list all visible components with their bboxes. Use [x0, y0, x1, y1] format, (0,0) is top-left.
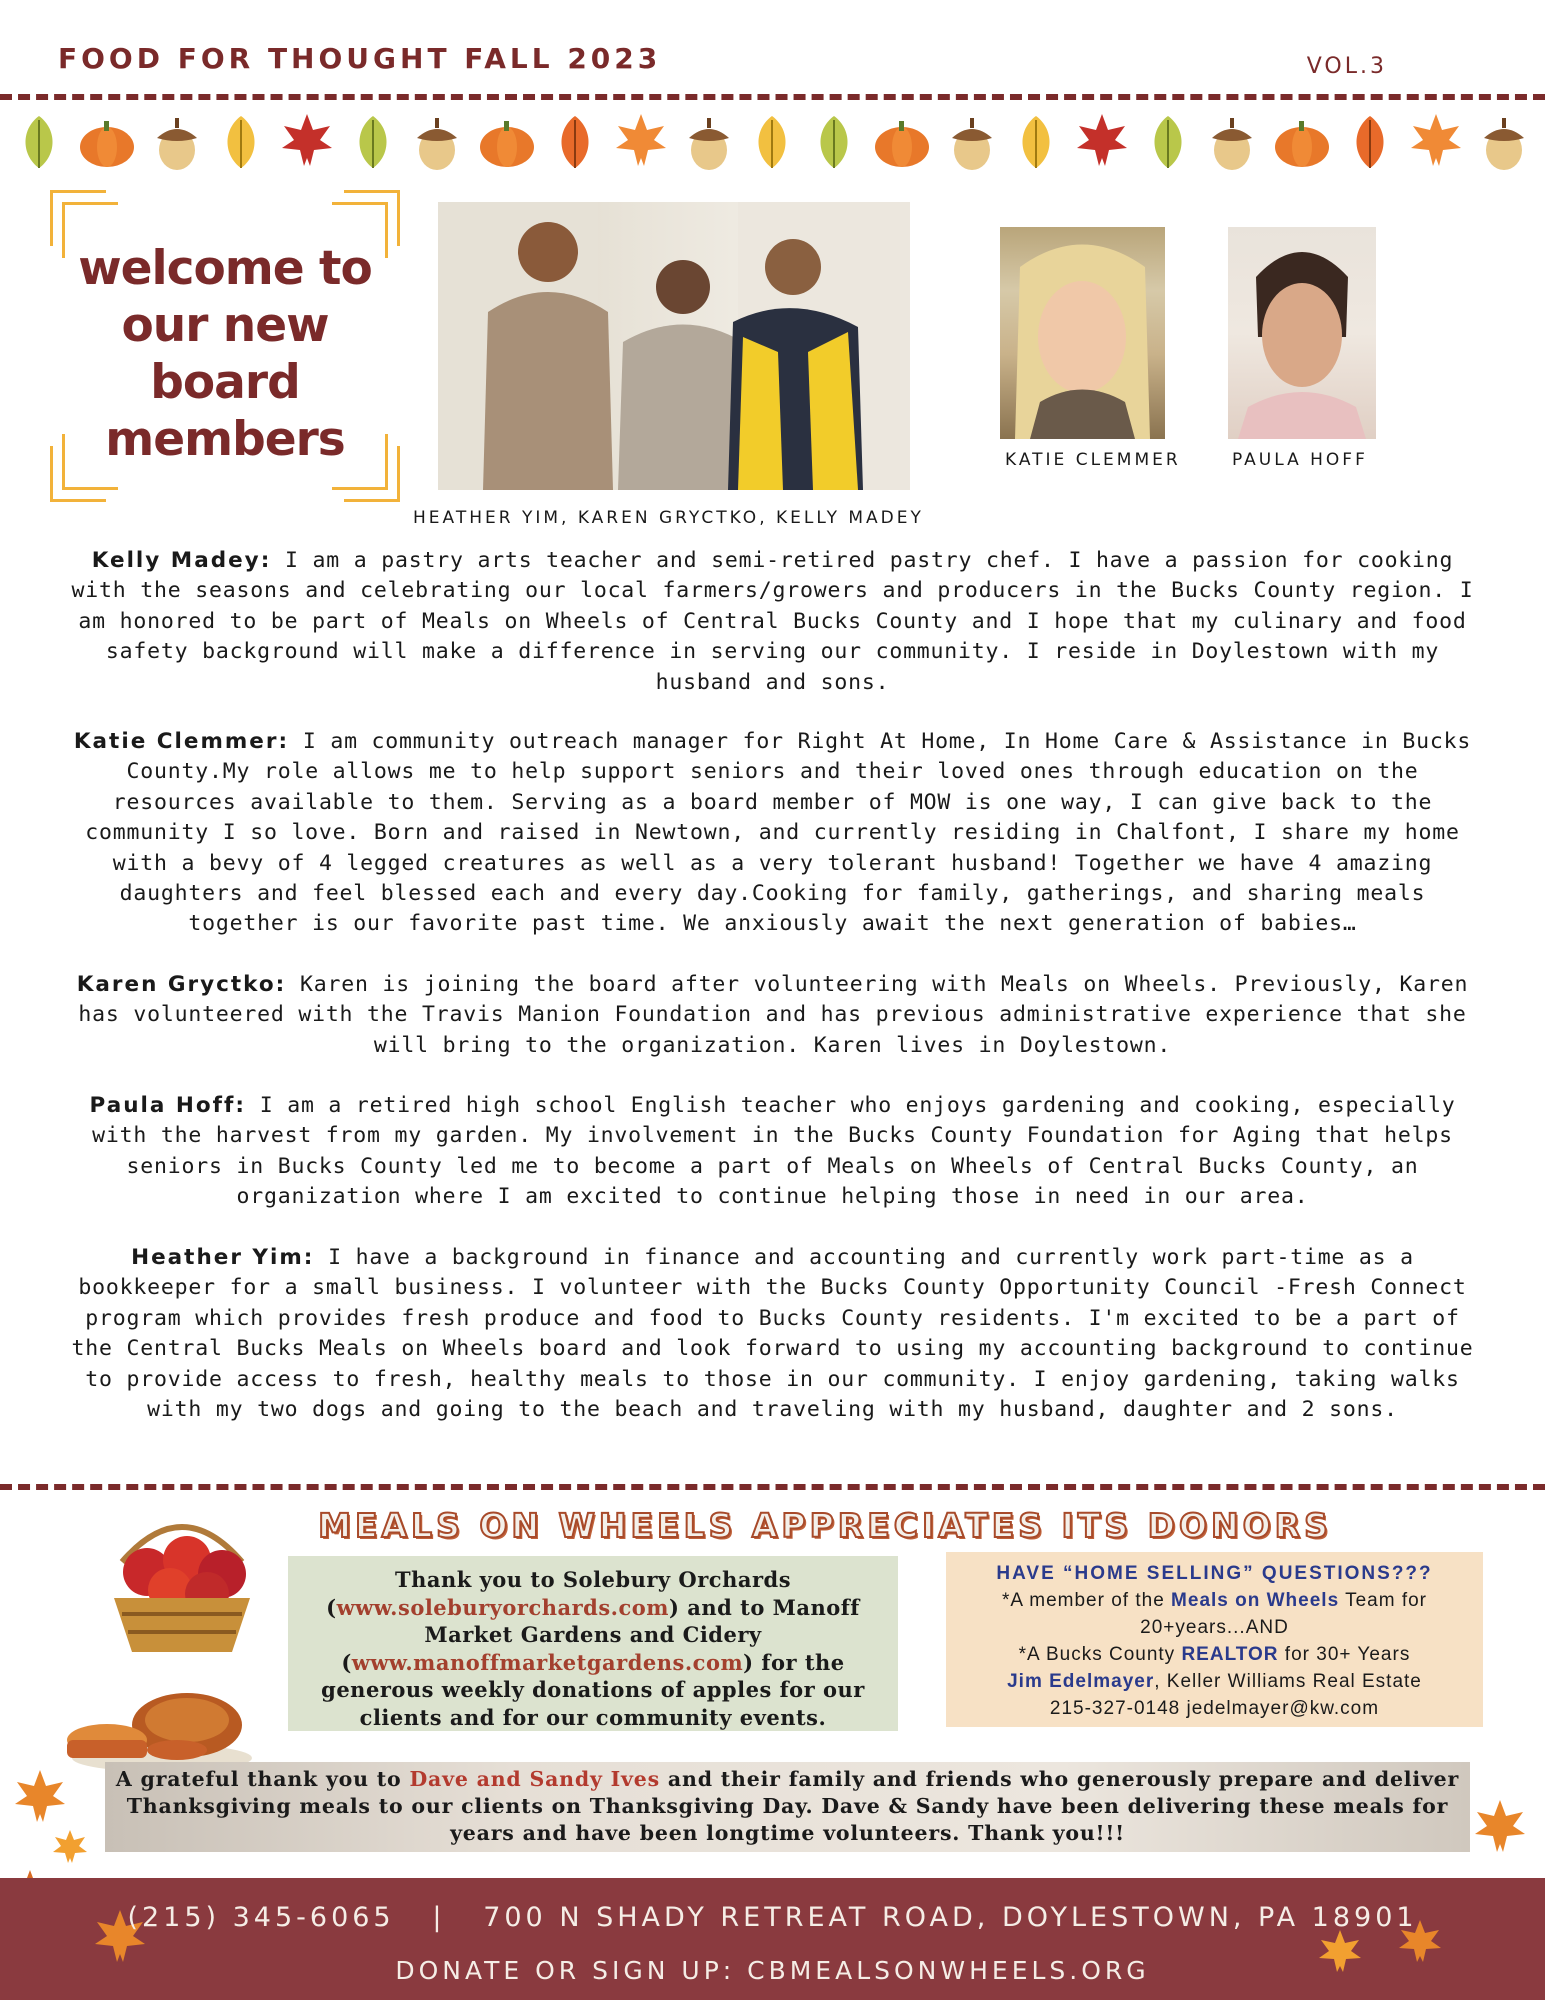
- pumpkin-icon: [1273, 115, 1331, 169]
- leaf-icon: [749, 112, 795, 172]
- orchard-thanks-box: Thank you to Solebury Orchards (www.soleburyorchards.com) and to Manoff Market Gardens and Cidery (www.manoffmarketgardens.com) for the generous weekly donations of apples for our clients and for our community events.: [288, 1556, 898, 1731]
- leaf-icon: [552, 112, 598, 172]
- bio-kelly-madey: Kelly Madey: I am a pastry arts teacher and semi-retired pastry chef. I have a passion for cooking with the seasons and celebrating our local farmers/growers and producers in the Bucks County region. I am honored to be part of Meals on Wheels of Central Bucks County and I hope that my culinary and food safety background will make a difference in serving our community. I reside in Doylestown with my husband and sons.: [71, 548, 1474, 695]
- leaf-icon: [350, 112, 396, 172]
- bio-paula-hoff: Paula Hoff: I am a retired high school English teacher who enjoys gardening and cooking, especially with the harvest from my garden. My involvement in the Bucks County Foundation for Aging that helps seniors in Bucks County led me to become a part of Meals on Wheels of Central Bucks County, an organization where I am excited to continue helping those in need in our area.: [89, 1093, 1456, 1210]
- welcome-frame: [50, 190, 400, 502]
- realtor-heading: HAVE “HOME SELLING” QUESTIONS???: [996, 1563, 1433, 1584]
- acorn-icon: [684, 112, 734, 172]
- leaf-icon: [1013, 112, 1059, 172]
- katie-caption: KATIE CLEMMER: [1005, 450, 1181, 470]
- acorn-icon: [947, 112, 997, 172]
- leaf-icon: [218, 112, 264, 172]
- donors-heading: MEALS ON WHEELS APPRECIATES ITS DONORS: [318, 1506, 1332, 1545]
- ives-thanks-box: A grateful thank you to Dave and Sandy Ives and their family and friends who generously prepare and deliver Thanksgiving meals to our clients on Thanksgiving Day. Dave & Sandy have been delivering these meals for years and have been longtime volunteers. Thank you!!!: [105, 1762, 1470, 1852]
- pumpkin-icon: [478, 115, 536, 169]
- footer-contact: (215) 345-6065 | 700 N SHADY RETREAT ROAD, DOYLESTOWN, PA 18901: [127, 1902, 1418, 1933]
- acorn-icon: [1479, 112, 1529, 172]
- pumpkin-icon: [78, 115, 136, 169]
- apple-basket-icon: [92, 1502, 272, 1662]
- leaf-icon: [16, 112, 62, 172]
- bio-heather-yim: Heather Yim: I have a background in finance and accounting and currently work part-time as a bookkeeper for a small business. I volunteer with the Bucks County Opportunity Council -Fresh Connect program which provides fresh produce and food to Bucks County residents. I'm excited to be a part of the Central Bucks Meals on Wheels board and look forward to using my accounting background to continue to provide access to fresh, healthy meals to those in our community. I enjoy gardening, taking walks with my two dogs and going to the beach and traveling with my husband, daughter and 2 sons.: [71, 1245, 1474, 1423]
- katie-clemmer-photo: [1000, 227, 1165, 439]
- footer-website[interactable]: DONATE OR SIGN UP: CBMEALSONWHEELS.ORG: [395, 1956, 1150, 1985]
- newsletter-title: FOOD FOR THOUGHT FALL 2023: [58, 42, 662, 75]
- solebury-link[interactable]: www.soleburyorchards.com: [336, 1594, 670, 1620]
- realtor-ad-box: HAVE “HOME SELLING” QUESTIONS??? *A member of the Meals on Wheels Team for 20+years...AND *A Bucks County REALTOR for 30+ Years Jim Edelmayer, Keller Williams Real Estate 215-327-0148 jedelmayer@kw.com: [946, 1552, 1483, 1727]
- top-divider: [0, 94, 1545, 100]
- middle-divider: [0, 1484, 1545, 1490]
- acorn-icon: [152, 112, 202, 172]
- bio-katie-clemmer: Katie Clemmer: I am community outreach manager for Right At Home, In Home Care & Assistance in Bucks County.My role allows me to help support seniors and their loved ones through education on the resources available to them. Serving as a board member of MOW is one way, I can give back to the community I so love. Born and raised in Newtown, and currently residing in Chalfont, I share my home with a bevy of 4 legged creatures as well as a very tolerant husband! Together we have 4 amazing daughters and feel blessed each and every day.Cooking for family, gatherings, and sharing meals together is our favorite past time. We anxiously await the next generation of babies…: [73, 729, 1472, 937]
- group-photo: [438, 202, 910, 490]
- volume-label: VOL.3: [1306, 54, 1387, 79]
- paula-hoff-photo: [1228, 227, 1376, 439]
- pumpkin-icon: [873, 115, 931, 169]
- welcome-heading: welcome to our new board members: [78, 241, 372, 467]
- group-caption: HEATHER YIM, KAREN GRYCTKO, KELLY MADEY: [413, 508, 924, 528]
- maple-leaf-icon: [1075, 112, 1129, 172]
- maple-leaf-icon: [1409, 112, 1463, 172]
- acorn-icon: [412, 112, 462, 172]
- bio-karen-gryctko: Karen Gryctko: Karen is joining the board after volunteering with Meals on Wheels. Previously, Karen has volunteered with the Travis Manion Foundation and has previous administrative experience that she will bring to the organization. Karen lives in Doylestown.: [76, 972, 1469, 1058]
- paula-caption: PAULA HOFF: [1232, 450, 1368, 470]
- realtor-contact: 215-327-0148 jedelmayer@kw.com: [1049, 1698, 1380, 1719]
- leaf-icon: [1145, 112, 1191, 172]
- maple-leaf-icon: [614, 112, 668, 172]
- manoff-link[interactable]: www.manoffmarketgardens.com: [351, 1649, 744, 1675]
- leaf-icon: [811, 112, 857, 172]
- fall-ornament-row: [0, 106, 1545, 178]
- acorn-icon: [1207, 112, 1257, 172]
- leaf-icon: [1347, 112, 1393, 172]
- maple-leaf-icon: [280, 112, 334, 172]
